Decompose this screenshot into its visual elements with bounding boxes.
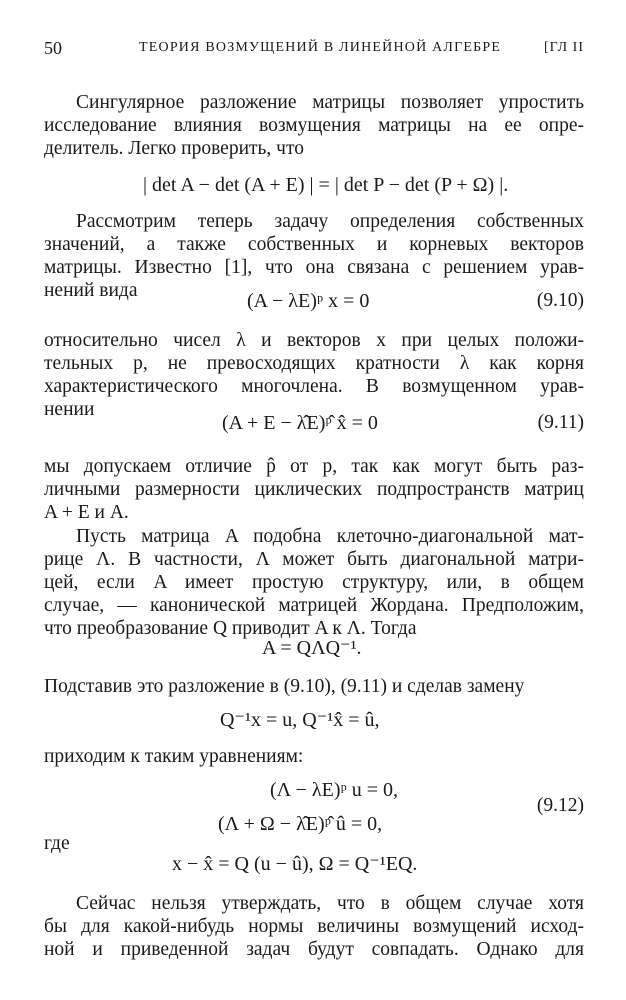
paragraph-line: относительно чисел λ и векторов x при целых положи-: [44, 330, 584, 351]
paragraph-line: Рассмотрим теперь задачу определения собственных: [76, 211, 584, 232]
paragraph-line: исследование влияния возмущения матрицы на ее опре-: [44, 115, 584, 136]
paragraph-line: рице Λ. В частности, Λ может быть диагональной матри-: [44, 549, 584, 570]
equation-det: | det A − det (A + E) | = | det P − det (P + Ω) |.: [143, 174, 509, 196]
chapter-label: [ГЛ II: [543, 40, 584, 55]
equation-9-12a: (Λ − λE)ᵖ u = 0,: [270, 779, 398, 801]
paragraph-line: характеристического многочлена. В возмущенном урав-: [44, 376, 584, 397]
equation-9-11: (A + E − λ̂E)ᵖ̂ x̂ = 0: [222, 412, 378, 434]
equation-substitution: Q⁻¹x = u, Q⁻¹x̂ = û,: [220, 709, 380, 731]
equation-number: (9.11): [537, 412, 584, 433]
paragraph-line: матрицы. Известно [1], что она связана с решением урав-: [44, 257, 584, 278]
page-number: 50: [44, 38, 62, 58]
paragraph-line: приходим к таким уравнениям:: [44, 746, 304, 767]
paragraph-line: бы для какой-нибудь нормы величины возмущений исход-: [44, 916, 584, 937]
paragraph-line: нении: [44, 399, 95, 420]
paragraph-line: нений вида: [44, 280, 138, 301]
equation-9-12b: (Λ + Ω − λ̂E)ᵖ̂ û = 0,: [218, 813, 383, 835]
paragraph-line: Подставив это разложение в (9.10), (9.11) и сделав замену: [44, 676, 525, 697]
paragraph-line: личными размерности циклических подпространств матриц: [44, 479, 584, 500]
equation-number: (9.10): [536, 290, 584, 311]
paragraph-line: мы допускаем отличие p̂ от p, так как могут быть раз-: [44, 456, 584, 477]
running-title: ТЕОРИЯ ВОЗМУЩЕНИЙ В ЛИНЕЙНОЙ АЛГЕБРЕ: [139, 40, 502, 55]
paragraph-line: значений, а также собственных и корневых векторов: [44, 234, 584, 255]
equation-number: (9.12): [536, 795, 584, 816]
equation-9-10: (A − λE)ᵖ x = 0: [247, 290, 370, 312]
page-header: [44, 38, 584, 60]
paragraph-line: что преобразование Q приводит A к Λ. Тогда: [44, 618, 417, 639]
paragraph-line: делитель. Легко проверить, что: [44, 138, 305, 159]
paragraph-line: Сейчас нельзя утверждать, что в общем случае хотя: [76, 893, 584, 914]
equation-where: x − x̂ = Q (u − û), Ω = Q⁻¹EQ.: [172, 853, 418, 875]
paragraph-line: где: [44, 833, 70, 854]
paragraph-line: Пусть матрица A подобна клеточно-диагональной мат-: [76, 526, 584, 547]
paragraph-line: ной и приведенной задач будут совпадать. Однако для: [44, 939, 584, 960]
paragraph-line: случае, — канонической матрицей Жордана. Предположим,: [44, 595, 584, 616]
paragraph-line: цей, если A имеет простую структуру, или, в общем: [44, 572, 584, 593]
paragraph-line: Сингулярное разложение матрицы позволяет упростить: [76, 92, 584, 113]
equation-a-qlq: A = QΛQ⁻¹.: [262, 637, 362, 659]
paragraph-line: тельных p, не превосходящих кратности λ как корня: [44, 353, 584, 374]
paragraph-line: A + E и A.: [44, 502, 129, 523]
